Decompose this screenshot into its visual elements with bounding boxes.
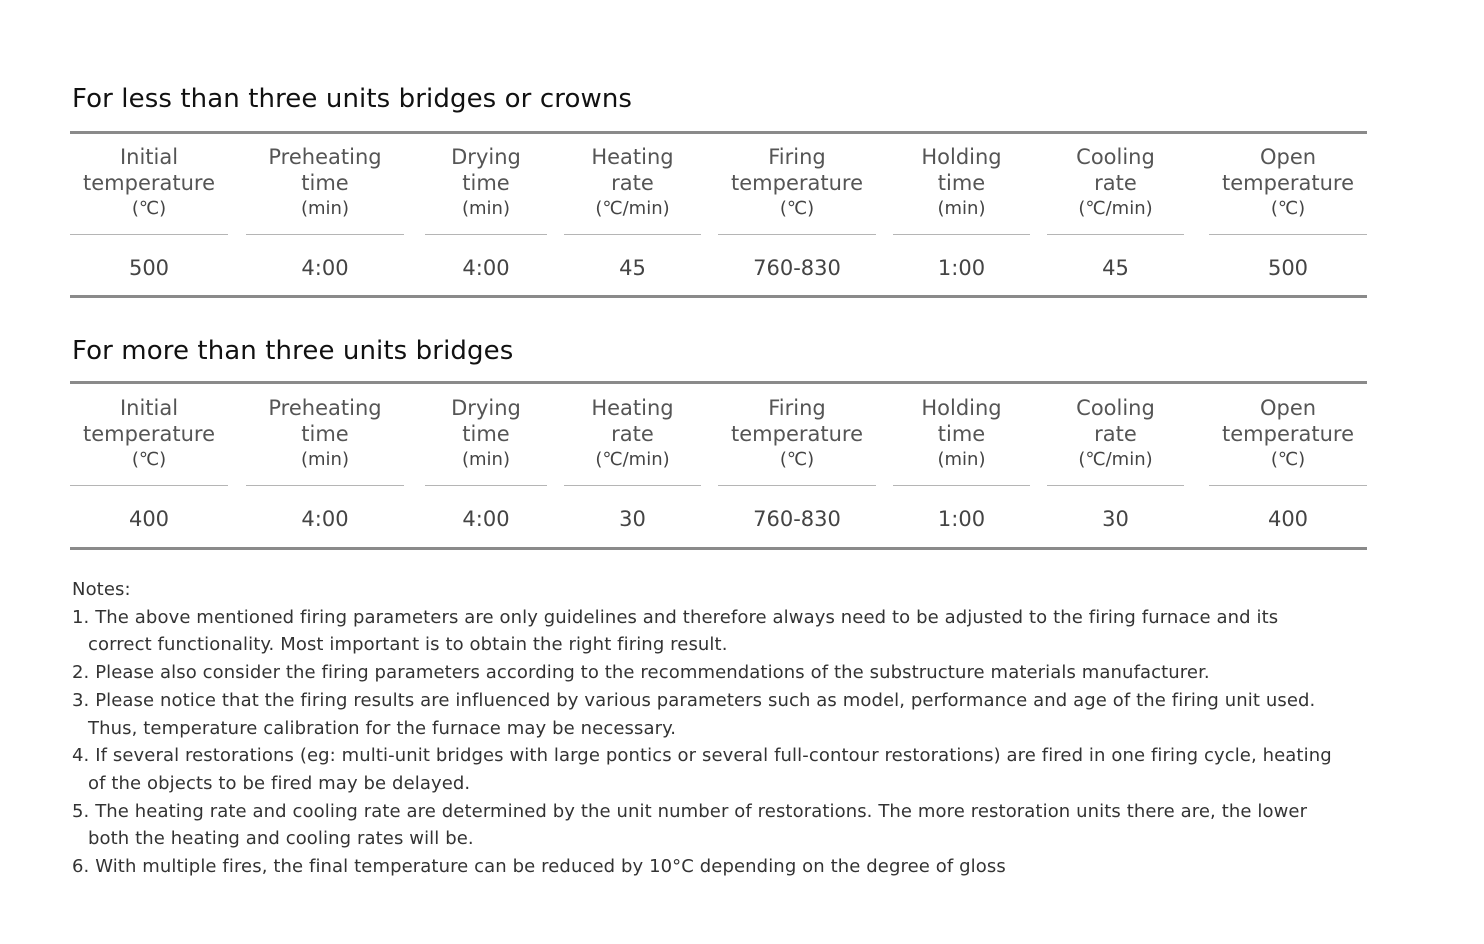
notes-block	[72, 576, 1462, 881]
column-firing-temperature	[718, 396, 876, 546]
cell-value: 500	[128, 256, 170, 280]
column-header: Heating rate (℃/min)	[591, 145, 674, 219]
column-open-temperature	[1209, 396, 1367, 546]
column-preheating-time	[246, 396, 404, 546]
header-divider	[1047, 234, 1184, 235]
note-3-line-1: 3. Please notice that the firing results are influenced by various parameters such as model, performance and age of the firing unit used.	[72, 689, 1316, 711]
column-drying-time	[425, 396, 547, 546]
cell-value: 400	[1267, 507, 1309, 531]
column-preheating-time	[246, 145, 404, 295]
note-4-line-2: of the objects to be fired may be delayed.	[88, 772, 471, 794]
column-header: Preheating time (min)	[268, 396, 382, 470]
header-divider	[1209, 485, 1367, 486]
header-divider	[564, 485, 701, 486]
header-divider	[1047, 485, 1184, 486]
column-initial-temperature	[70, 145, 228, 295]
column-heating-rate	[564, 145, 701, 295]
column-header: Cooling rate (℃/min)	[1076, 396, 1155, 470]
table-title: For more than three units bridges	[72, 336, 514, 366]
header-divider	[425, 485, 547, 486]
note-1-line-2: correct functionality. Most important is to obtain the right firing result.	[88, 634, 728, 656]
cell-value: 30	[619, 507, 646, 531]
header-divider	[893, 485, 1030, 486]
note-5-line-1: 5. The heating rate and cooling rate are determined by the unit number of restorations. The more restoration units there are, the lower	[72, 800, 1308, 822]
note-1-line-1: 1. The above mentioned firing parameters are only guidelines and therefore always need to be adjusted to the firing furnace and its	[72, 606, 1279, 628]
note-5-line-2: both the heating and cooling rates will be.	[88, 828, 474, 850]
note-6-line-1: 6. With multiple fires, the final temperature can be reduced by 10°C depending on the degree of gloss	[72, 856, 1006, 878]
column-header: Open temperature (℃)	[1222, 396, 1354, 470]
header-divider	[425, 234, 547, 235]
header-divider	[70, 485, 228, 486]
header-divider	[246, 234, 404, 235]
cell-value: 45	[619, 256, 646, 280]
column-firing-temperature	[718, 145, 876, 295]
cell-value: 400	[128, 507, 170, 531]
table-title: For less than three units bridges or crowns	[72, 84, 633, 114]
cell-value: 4:00	[301, 256, 349, 280]
column-open-temperature	[1209, 145, 1367, 295]
column-cooling-rate	[1047, 145, 1184, 295]
column-heating-rate	[564, 396, 701, 546]
column-holding-time	[893, 145, 1030, 295]
column-header: Firing temperature (℃)	[731, 396, 863, 470]
table-bottom-rule	[70, 547, 1367, 550]
cell-value: 1:00	[937, 507, 986, 531]
cell-value: 4:00	[462, 256, 510, 280]
table-top-rule	[70, 131, 1367, 134]
column-header: Cooling rate (℃/min)	[1076, 145, 1155, 219]
header-divider	[564, 234, 701, 235]
cell-value: 760-830	[753, 256, 841, 280]
column-header: Initial temperature (℃)	[83, 396, 215, 470]
header-divider	[70, 234, 228, 235]
header-divider	[718, 234, 876, 235]
column-holding-time	[893, 396, 1030, 546]
column-header: Firing temperature (℃)	[731, 145, 863, 219]
table-top-rule	[70, 381, 1367, 384]
column-header: Drying time (min)	[451, 145, 521, 219]
column-header: Open temperature (℃)	[1222, 145, 1354, 219]
cell-value: 4:00	[462, 507, 510, 531]
note-2-line-1: 2. Please also consider the firing parameters according to the recommendations of the substructure materials manufacturer.	[72, 662, 1210, 684]
cell-value: 45	[1102, 256, 1129, 280]
header-divider	[893, 234, 1030, 235]
column-header: Holding time (min)	[921, 145, 1002, 219]
cell-value: 30	[1102, 507, 1129, 531]
cell-value: 760-830	[753, 507, 841, 531]
column-cooling-rate	[1047, 396, 1184, 546]
column-header: Initial temperature (℃)	[83, 145, 215, 219]
cell-value: 500	[1267, 256, 1309, 280]
table-bottom-rule	[70, 295, 1367, 298]
column-header: Holding time (min)	[921, 396, 1002, 470]
header-divider	[246, 485, 404, 486]
column-header: Drying time (min)	[451, 396, 521, 470]
header-divider	[718, 485, 876, 486]
note-4-line-1: 4. If several restorations (eg: multi-unit bridges with large pontics or several full-contour restorations) are fired in one firing cycle, heating	[72, 745, 1332, 767]
column-initial-temperature	[70, 396, 228, 546]
notes-heading: Notes:	[72, 579, 131, 600]
header-divider	[1209, 234, 1367, 235]
column-header: Heating rate (℃/min)	[591, 396, 674, 470]
note-3-line-2: Thus, temperature calibration for the furnace may be necessary.	[88, 717, 677, 739]
cell-value: 1:00	[937, 256, 986, 280]
column-header: Preheating time (min)	[268, 145, 382, 219]
cell-value: 4:00	[301, 507, 349, 531]
column-drying-time	[425, 145, 547, 295]
